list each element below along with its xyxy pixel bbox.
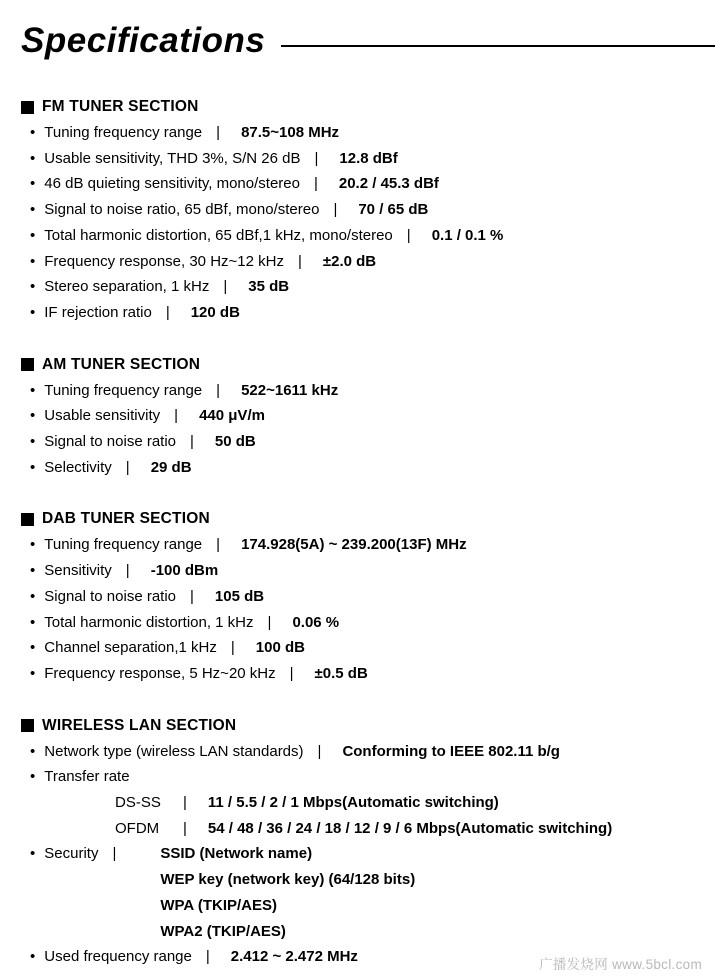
spec-row	[21, 274, 715, 300]
row-value: 87.5~108 MHz	[241, 124, 340, 141]
row-label: Frequency response, 30 Hz~12 kHz	[44, 252, 284, 270]
row-value: 11 / 5.5 / 2 / 1 Mbps(Automatic switching)	[207, 794, 499, 812]
spec-row	[21, 610, 715, 636]
row-label: Used frequency range	[44, 948, 192, 966]
bullet-icon: •	[30, 562, 36, 580]
row-label: Selectivity	[44, 458, 112, 476]
spec-section	[21, 506, 715, 686]
page-title: Specifications	[21, 21, 266, 60]
separator-bar: |	[174, 407, 179, 425]
separator-bar: |	[125, 458, 130, 476]
watermark: 广播发烧网 www.5bcl.com	[539, 957, 702, 972]
row-value: 100 dB	[255, 639, 305, 657]
section-title-label: WIRELESS LAN SECTION	[42, 716, 237, 734]
row-value: 174.928(5A) ~ 239.200(13F) MHz	[241, 536, 467, 554]
row-value: Conforming to IEEE 802.11 b/g	[342, 742, 560, 760]
row-label: IF rejection ratio	[44, 303, 152, 321]
row-value: WPA (TKIP/AES)	[160, 896, 278, 914]
row-value: WPA2 (TKIP/AES)	[160, 922, 286, 940]
row-label: Stereo separation, 1 kHz	[44, 278, 210, 296]
separator-bar: |	[125, 562, 130, 580]
separator-bar: |	[289, 664, 294, 682]
section-title-label: DAB TUNER SECTION	[42, 510, 210, 528]
separator-bar: |	[333, 201, 338, 219]
section-title	[21, 713, 715, 739]
spec-row	[21, 197, 715, 223]
bullet-icon: •	[30, 664, 36, 682]
spec-row	[21, 790, 715, 816]
bullet-icon: •	[30, 381, 36, 399]
spec-section	[21, 713, 715, 970]
page-header	[21, 14, 715, 68]
row-label: 46 dB quieting sensitivity, mono/stereo	[44, 175, 300, 193]
spec-sections	[21, 94, 715, 970]
spec-row	[21, 635, 715, 661]
row-label: Frequency response, 5 Hz~20 kHz	[44, 664, 276, 682]
bullet-icon: •	[30, 303, 36, 321]
row-label: Signal to noise ratio	[44, 587, 177, 605]
bullet-icon: •	[30, 768, 36, 786]
bullet-icon: •	[30, 458, 36, 476]
row-label: Usable sensitivity	[44, 407, 161, 425]
separator-bar: |	[314, 149, 319, 167]
separator-bar: |	[406, 226, 411, 244]
bullet-icon: •	[30, 407, 36, 425]
spec-row	[21, 661, 715, 687]
section-square-icon	[21, 513, 34, 526]
row-value: WEP key (network key) (64/128 bits)	[160, 871, 416, 889]
separator-bar: |	[165, 303, 170, 321]
row-value: 522~1611 kHz	[241, 381, 339, 399]
section-square-icon	[21, 101, 34, 114]
row-value: 29 dB	[150, 458, 192, 476]
spec-row	[21, 223, 715, 249]
spec-row	[21, 584, 715, 610]
bullet-icon: •	[30, 742, 36, 760]
row-label: Sensitivity	[44, 562, 112, 580]
separator-bar: |	[267, 613, 272, 631]
separator-bar: |	[190, 587, 194, 605]
spec-section	[21, 352, 715, 481]
bullet-icon: •	[30, 948, 36, 966]
spec-row	[21, 429, 715, 455]
row-value: 50 dB	[214, 433, 256, 451]
title-rule	[281, 45, 715, 47]
row-label: Tuning frequency range	[44, 536, 203, 554]
separator-bar: |	[216, 536, 221, 554]
separator-bar: |	[190, 433, 194, 451]
bullet-icon: •	[30, 587, 36, 605]
spec-row	[21, 171, 715, 197]
bullet-icon: •	[30, 433, 36, 451]
spec-row	[21, 764, 715, 790]
spec-row	[21, 558, 715, 584]
section-square-icon	[21, 719, 34, 732]
row-value: ±0.5 dB	[314, 664, 368, 682]
row-label: Tuning frequency range	[44, 124, 203, 141]
row-label: Usable sensitivity, THD 3%, S/N 26 dB	[44, 149, 301, 167]
row-label: Signal to noise ratio, 65 dBf, mono/stereo	[44, 201, 320, 219]
section-title	[21, 352, 715, 378]
spec-row	[21, 300, 715, 326]
row-value: SSID (Network name)	[160, 845, 313, 863]
separator-bar: |	[183, 819, 187, 837]
row-label: Total harmonic distortion, 65 dBf,1 kHz, mono/stereo	[44, 226, 393, 244]
spec-row	[21, 146, 715, 172]
bullet-icon: •	[30, 639, 36, 657]
row-value: 105 dB	[214, 587, 265, 605]
row-label: Channel separation,1 kHz	[44, 639, 217, 657]
separator-bar: |	[313, 175, 318, 193]
row-value: 440 μV/m	[199, 407, 265, 425]
bullet-icon: •	[30, 201, 36, 219]
separator-bar: |	[317, 742, 322, 760]
row-value: 0.06 %	[292, 613, 340, 631]
spec-row	[21, 532, 715, 558]
row-label: Tuning frequency range	[44, 381, 203, 399]
spec-row	[21, 455, 715, 481]
spec-row	[21, 249, 715, 275]
row-value: ±2.0 dB	[322, 252, 377, 270]
row-value: 120 dB	[190, 303, 240, 321]
row-value: 70 / 65 dB	[358, 201, 429, 219]
row-label: Security	[44, 845, 99, 863]
row-value: 20.2 / 45.3 dBf	[338, 175, 439, 193]
separator-bar: |	[183, 794, 187, 812]
row-value: 35 dB	[248, 278, 290, 296]
row-value: 0.1 / 0.1 %	[431, 226, 504, 244]
row-values	[160, 841, 415, 944]
bullet-icon: •	[30, 149, 36, 167]
bullet-icon: •	[30, 252, 36, 270]
section-title	[21, 506, 715, 532]
row-value: 12.8 dBf	[339, 149, 398, 167]
section-square-icon	[21, 358, 34, 371]
spec-row	[21, 120, 715, 146]
separator-bar: |	[216, 124, 221, 141]
section-title	[21, 94, 715, 120]
row-label: DS-SS	[115, 794, 161, 812]
bullet-icon: •	[30, 278, 36, 296]
section-title-label: AM TUNER SECTION	[42, 355, 201, 373]
row-label: Network type (wireless LAN standards)	[44, 742, 304, 760]
spec-row	[21, 816, 715, 842]
row-label: OFDM	[115, 819, 160, 837]
separator-bar: |	[216, 381, 221, 399]
bullet-icon: •	[30, 175, 36, 193]
row-value: 54 / 48 / 36 / 24 / 18 / 12 / 9 / 6 Mbps(Automatic switching)	[207, 819, 613, 837]
bullet-icon: •	[30, 124, 36, 141]
row-value: -100 dBm	[150, 562, 219, 580]
section-title-label: FM TUNER SECTION	[42, 98, 199, 115]
separator-bar: |	[297, 252, 302, 270]
row-label: Total harmonic distortion, 1 kHz	[44, 613, 254, 631]
row-label: Transfer rate	[44, 768, 130, 786]
bullet-icon: •	[30, 613, 36, 631]
separator-bar: |	[230, 639, 235, 657]
spec-section	[21, 94, 715, 326]
row-value: 2.412 ~ 2.472 MHz	[230, 948, 358, 966]
spec-row	[21, 841, 715, 944]
bullet-icon: •	[30, 536, 36, 554]
spec-row	[21, 378, 715, 404]
spec-row	[21, 403, 715, 429]
spec-row	[21, 739, 715, 765]
bullet-icon: •	[30, 845, 36, 863]
separator-bar: |	[223, 278, 228, 296]
row-label: Signal to noise ratio	[44, 433, 177, 451]
separator-bar: |	[112, 845, 117, 863]
separator-bar: |	[205, 948, 210, 966]
bullet-icon: •	[30, 226, 36, 244]
